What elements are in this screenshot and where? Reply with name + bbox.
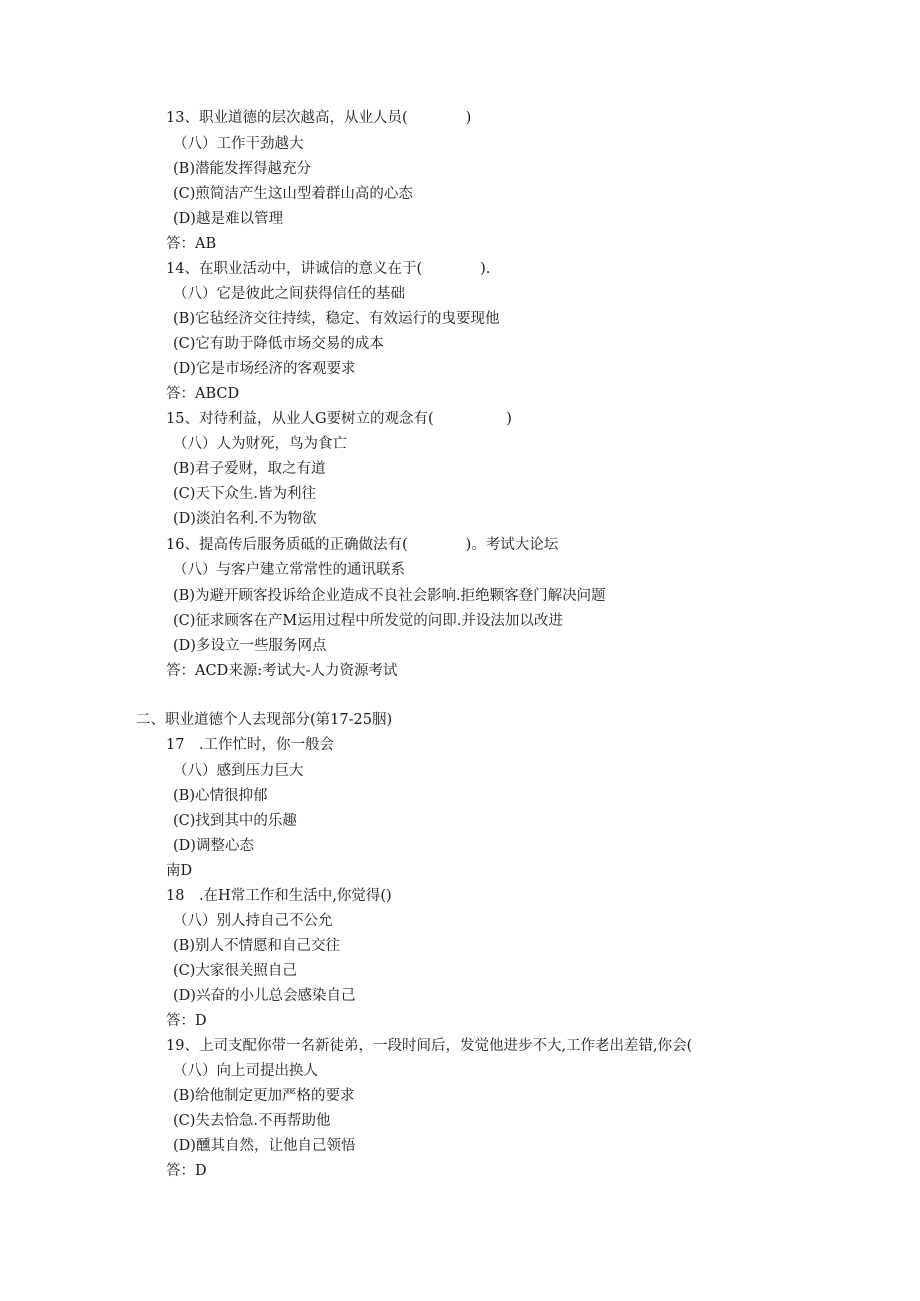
option-17-d: (D)调整心态 <box>173 838 254 854</box>
option-13-d: (D)越是难以管理 <box>173 211 283 227</box>
question-17: 17 .工作忙时，你一般会 <box>166 737 335 753</box>
option-19-d: (D)醺其自然，让他自己领悟 <box>173 1138 356 1154</box>
question-15: 15、对待利益，从业人G要树立的观念有( ) <box>166 411 512 427</box>
option-13-c: (C)煎简洁产生这山型着群山高的心态 <box>173 186 413 202</box>
option-14-b: (B)它毡经济交往持续，稳定、有效运行的曳要现他 <box>173 311 500 327</box>
option-14-d: (D)它是市场经济的客观要求 <box>173 361 356 377</box>
option-14-a: （八）它是彼此之间获得信任的基础 <box>173 286 405 302</box>
answer-14: 答：ABCD <box>166 386 240 402</box>
option-17-a: （八）感到压力巨大 <box>173 763 304 779</box>
option-17-b: (B)心情很抑郁 <box>173 788 268 804</box>
option-19-c: (C)失去恰急.不再帮助他 <box>173 1113 331 1129</box>
option-18-a: （八）别人持自己不公允 <box>173 913 333 929</box>
answer-18: 答：D <box>166 1013 207 1029</box>
question-16: 16、提高传后服务质砥的正确做法有( )。考试大论坛 <box>166 537 559 553</box>
option-18-b: (B)别人不情愿和自己交往 <box>173 938 340 954</box>
option-16-c: (C)征求顾客在产M运用过程中所发觉的问即.并设法加以改进 <box>173 613 563 629</box>
option-13-a: （八）工作干劲越大 <box>173 136 304 152</box>
option-15-c: (C)天下众生.皆为利往 <box>173 486 317 502</box>
option-16-d: (D)多设立一些服务网点 <box>173 638 327 654</box>
option-18-c: (C)大家很关照自己 <box>173 963 297 979</box>
question-19: 19、上司支配你带一名新徒弟，一段时间后，发觉他进步不大,工作老出差错,你会( <box>166 1038 693 1054</box>
answer-16: 答：ACD来源:考试大-人力资源考试 <box>166 663 398 679</box>
option-16-a: （八）与客户建立常常性的通讯联系 <box>173 562 405 578</box>
option-16-b: (B)为避开顾客投诉给企业造成不良社会影响.拒绝颗客登门解决问题 <box>173 588 606 604</box>
option-13-b: (B)潜能发挥得越充分 <box>173 161 311 177</box>
option-19-a: （八）向上司提出换人 <box>173 1063 318 1079</box>
answer-17: 南D <box>166 863 193 879</box>
answer-13: 答：AB <box>166 236 217 252</box>
option-17-c: (C)找到其中的乐趣 <box>173 813 297 829</box>
option-15-a: （八）人为财死，鸟为食亡 <box>173 436 347 452</box>
answer-19: 答：D <box>166 1163 207 1179</box>
option-14-c: (C)它有助于降低市场交易的成本 <box>173 336 384 352</box>
question-18: 18 .在H常工作和生活中,你觉得() <box>166 888 392 904</box>
option-18-d: (D)兴奋的小儿总会感染自己 <box>173 988 356 1004</box>
question-13: 13、职业道德的层次越高，从业人员( ) <box>166 110 472 126</box>
option-19-b: (B)给他制定更加严格的要求 <box>173 1088 355 1104</box>
section-heading: 二、职业道德个人去现部分(第17-25胭) <box>136 712 393 728</box>
option-15-b: (B)君子爱财，取之有道 <box>173 461 326 477</box>
option-15-d: (D)淡泊名利.不为物欲 <box>173 511 317 527</box>
question-14: 14、在职业活动中，讲诚信的意义在于( ). <box>166 261 491 277</box>
